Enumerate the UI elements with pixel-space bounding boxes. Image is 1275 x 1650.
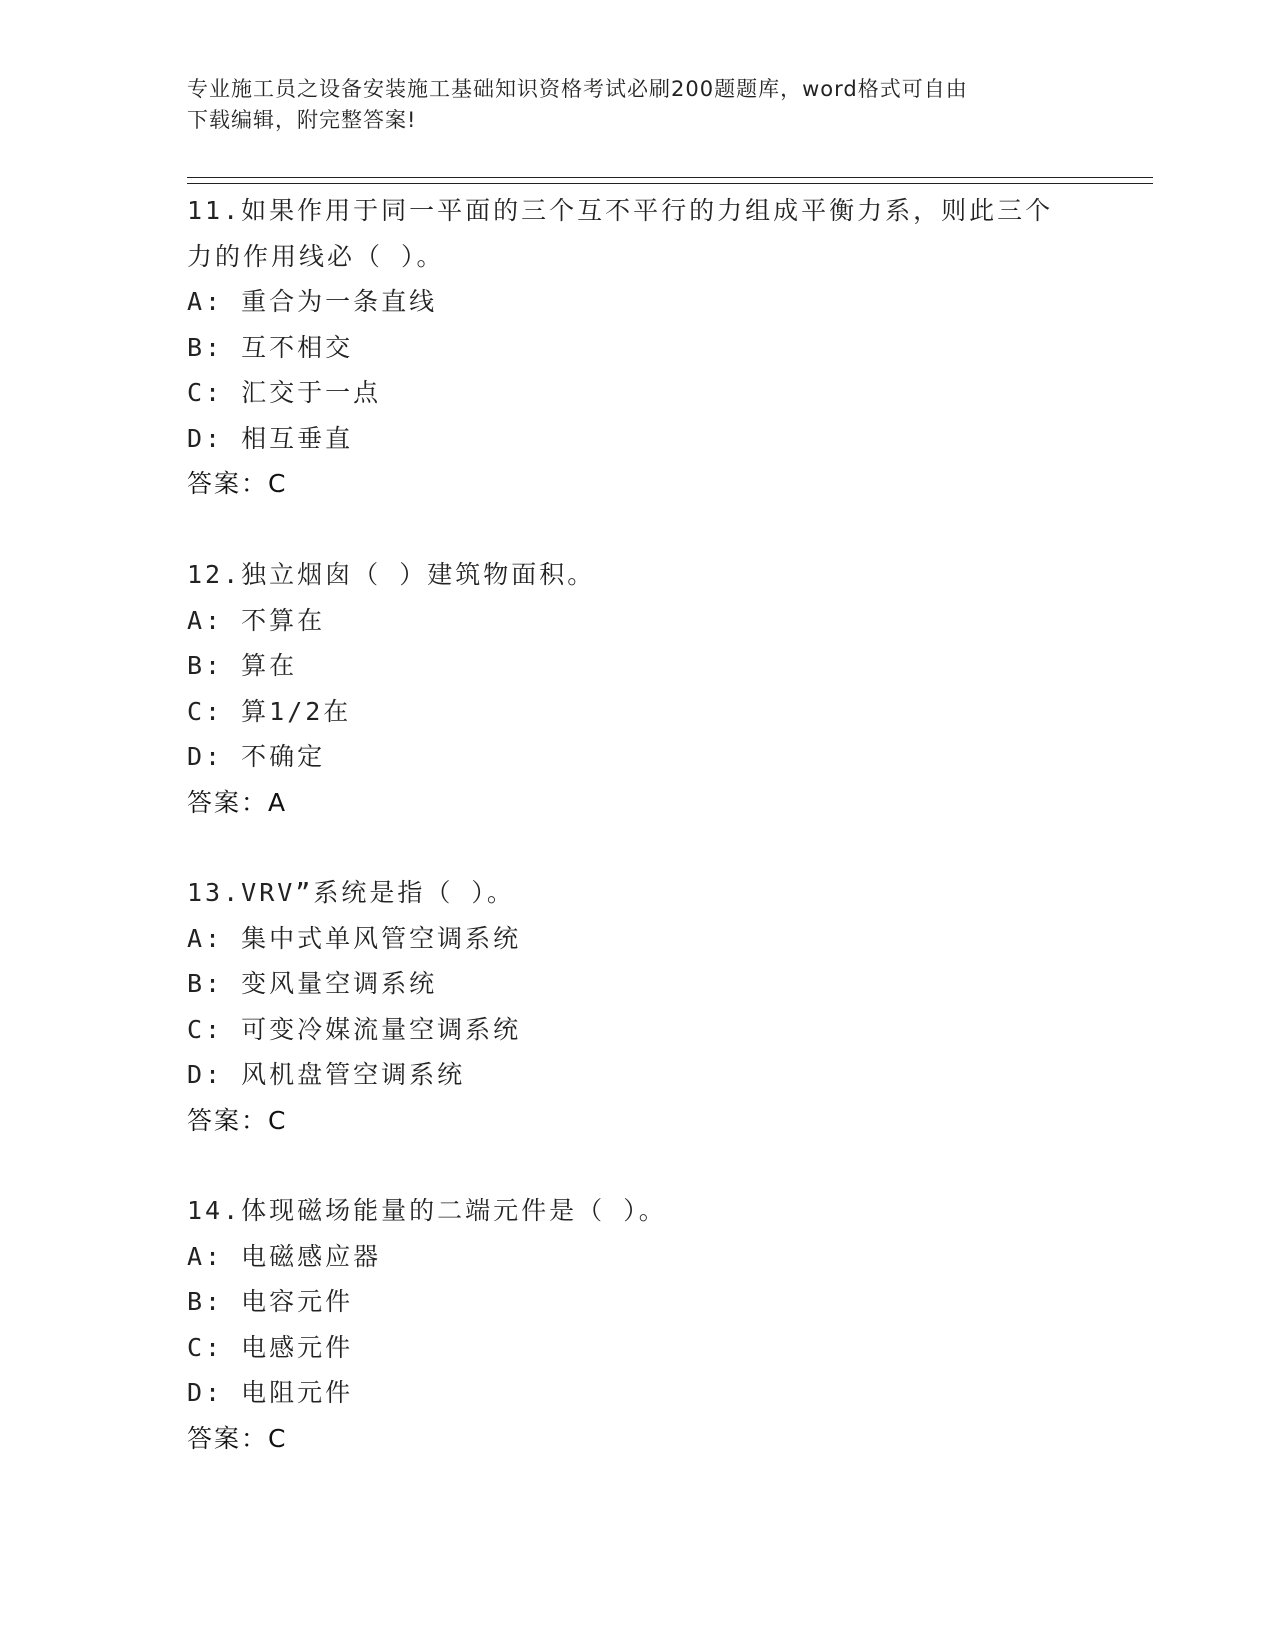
option-d: D: 相互垂直 — [187, 423, 354, 453]
question-12 — [187, 552, 1087, 825]
question-stem: 11.如果作用于同一平面的三个互不平行的力组成平衡力系，则此三个 — [187, 196, 1054, 225]
option-b: B: 互不相交 — [187, 332, 354, 362]
header-divider-bottom — [187, 183, 1153, 184]
answer: 答案：A — [187, 787, 288, 817]
option-b: B: 电容元件 — [187, 1287, 354, 1316]
option-a: A: 不算在 — [187, 605, 326, 635]
question-stem: 14.体现磁场能量的二端元件是（ ）。 — [187, 1196, 667, 1225]
header-divider-top — [187, 177, 1153, 178]
option-c: C: 可变冷媒流量空调系统 — [187, 1014, 522, 1044]
option-a: A: 集中式单风管空调系统 — [187, 923, 522, 953]
header-line-2: 下载编辑，附完整答案! — [187, 108, 417, 132]
option-c: C: 汇交于一点 — [187, 378, 382, 407]
option-c: C: 算1/2在 — [187, 696, 352, 726]
document-header — [187, 74, 1067, 136]
option-c: C: 电感元件 — [187, 1332, 354, 1362]
question-13 — [187, 870, 1087, 1143]
answer: 答案：C — [187, 1423, 288, 1453]
question-stem: 13.VRV”系统是指（ ）。 — [187, 878, 515, 907]
question-11 — [187, 188, 1087, 507]
option-d: D: 风机盘管空调系统 — [187, 1060, 466, 1089]
option-d: D: 电阻元件 — [187, 1378, 354, 1407]
option-b: B: 算在 — [187, 651, 298, 680]
answer: 答案：C — [187, 469, 288, 498]
question-14 — [187, 1188, 1087, 1461]
question-stem: 12.独立烟囱（ ）建筑物面积。 — [187, 560, 596, 589]
option-a: A: 重合为一条直线 — [187, 287, 438, 316]
question-stem-continued: 力的作用线必（ ）。 — [187, 241, 445, 271]
header-line-1: 专业施工员之设备安装施工基础知识资格考试必刷200题题库，word格式可自由 — [187, 77, 968, 101]
answer: 答案：C — [187, 1105, 288, 1135]
option-b: B: 变风量空调系统 — [187, 969, 438, 998]
option-d: D: 不确定 — [187, 742, 326, 771]
option-a: A: 电磁感应器 — [187, 1241, 382, 1271]
